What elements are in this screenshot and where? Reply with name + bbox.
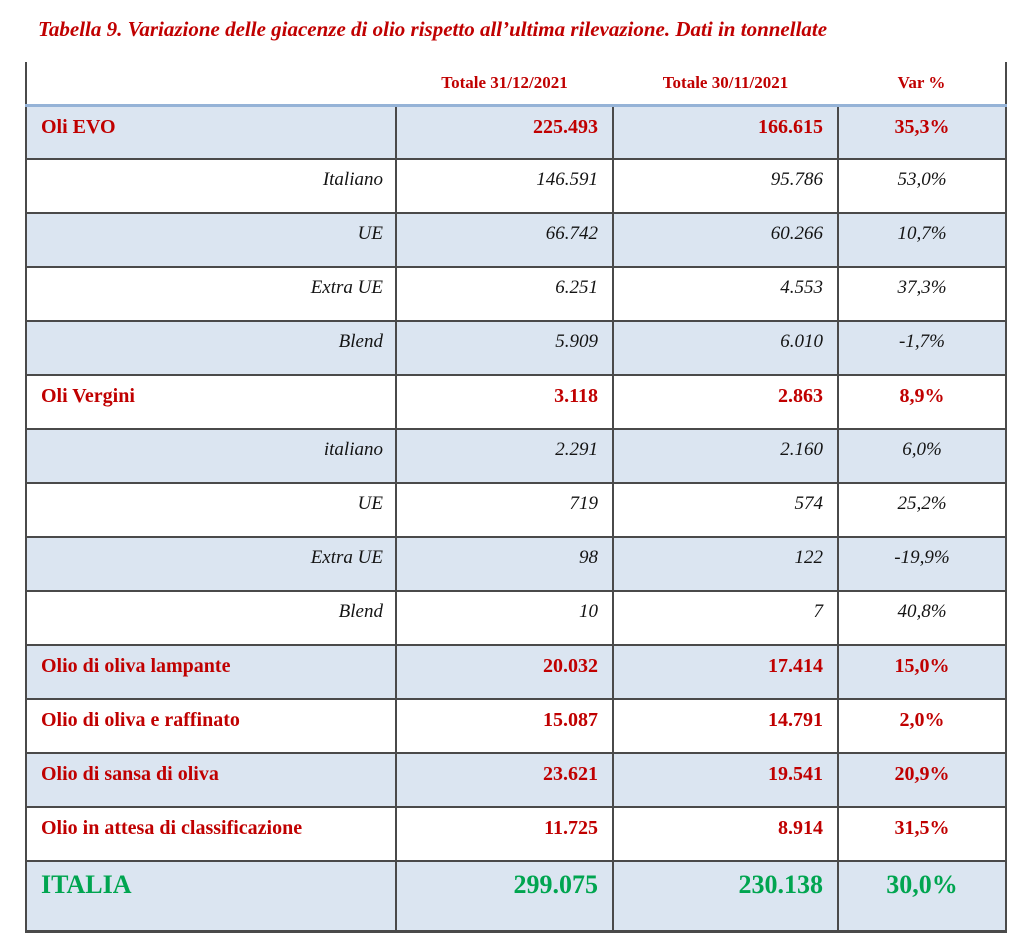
value-var-pct: 8,9% [838,375,1006,429]
value-total-30-11: 122 [613,537,838,591]
value-var-pct: -1,7% [838,321,1006,375]
table-row [26,375,1006,429]
oil-stocks-table [25,62,1007,933]
value-total-31-12: 6.251 [396,267,613,321]
row-label: Extra UE [26,537,396,591]
row-label: italiano [26,429,396,483]
value-total-31-12: 225.493 [396,105,613,159]
value-var-pct: 30,0% [838,861,1006,931]
header-row [26,62,1006,105]
value-total-30-11: 230.138 [613,861,838,931]
row-label: Italiano [26,159,396,213]
row-label: UE [26,483,396,537]
row-label: Oli EVO [26,105,396,159]
value-total-31-12: 20.032 [396,645,613,699]
value-total-31-12: 11.725 [396,807,613,861]
value-total-30-11: 574 [613,483,838,537]
value-var-pct: 25,2% [838,483,1006,537]
value-total-31-12: 146.591 [396,159,613,213]
value-var-pct: 53,0% [838,159,1006,213]
value-var-pct: 37,3% [838,267,1006,321]
table-row [26,645,1006,699]
value-var-pct: 10,7% [838,213,1006,267]
table-row [26,159,1006,213]
table-row [26,213,1006,267]
value-total-31-12: 98 [396,537,613,591]
table-row [26,753,1006,807]
table-row [26,591,1006,645]
header-empty-cell [26,62,396,105]
value-total-30-11: 8.914 [613,807,838,861]
value-total-30-11: 60.266 [613,213,838,267]
header-var-pct: Var % [838,62,1006,105]
value-total-30-11: 6.010 [613,321,838,375]
table-row [26,429,1006,483]
value-total-31-12: 3.118 [396,375,613,429]
value-var-pct: 35,3% [838,105,1006,159]
row-label: Extra UE [26,267,396,321]
table-row [26,105,1006,159]
row-label: Blend [26,591,396,645]
header-total-31-12-2021: Totale 31/12/2021 [396,62,613,105]
value-var-pct: 2,0% [838,699,1006,753]
table-row [26,807,1006,861]
header-total-30-11-2021: Totale 30/11/2021 [613,62,838,105]
value-total-30-11: 166.615 [613,105,838,159]
value-total-30-11: 17.414 [613,645,838,699]
table-body [26,105,1006,931]
value-var-pct: 31,5% [838,807,1006,861]
value-var-pct: 6,0% [838,429,1006,483]
value-total-30-11: 7 [613,591,838,645]
row-label: UE [26,213,396,267]
table-row [26,537,1006,591]
value-var-pct: 20,9% [838,753,1006,807]
value-var-pct: -19,9% [838,537,1006,591]
table-row [26,321,1006,375]
value-total-30-11: 2.863 [613,375,838,429]
table-row [26,483,1006,537]
value-total-30-11: 14.791 [613,699,838,753]
value-total-31-12: 15.087 [396,699,613,753]
value-total-31-12: 719 [396,483,613,537]
row-label: ITALIA [26,861,396,931]
row-label: Olio di oliva e raffinato [26,699,396,753]
value-total-31-12: 10 [396,591,613,645]
table-title: Tabella 9. Variazione delle giacenze di olio rispetto all’ultima rilevazione. Dati in tonnellate [38,17,828,41]
row-label: Oli Vergini [26,375,396,429]
row-label: Olio di oliva lampante [26,645,396,699]
value-total-31-12: 2.291 [396,429,613,483]
value-total-31-12: 5.909 [396,321,613,375]
value-total-30-11: 4.553 [613,267,838,321]
value-total-30-11: 95.786 [613,159,838,213]
row-label: Olio di sansa di oliva [26,753,396,807]
value-total-30-11: 2.160 [613,429,838,483]
value-total-30-11: 19.541 [613,753,838,807]
row-label: Blend [26,321,396,375]
table-row [26,861,1006,931]
value-total-31-12: 299.075 [396,861,613,931]
value-total-31-12: 66.742 [396,213,613,267]
value-total-31-12: 23.621 [396,753,613,807]
row-label: Olio in attesa di classificazione [26,807,396,861]
table-row [26,267,1006,321]
value-var-pct: 15,0% [838,645,1006,699]
value-var-pct: 40,8% [838,591,1006,645]
table-row [26,699,1006,753]
